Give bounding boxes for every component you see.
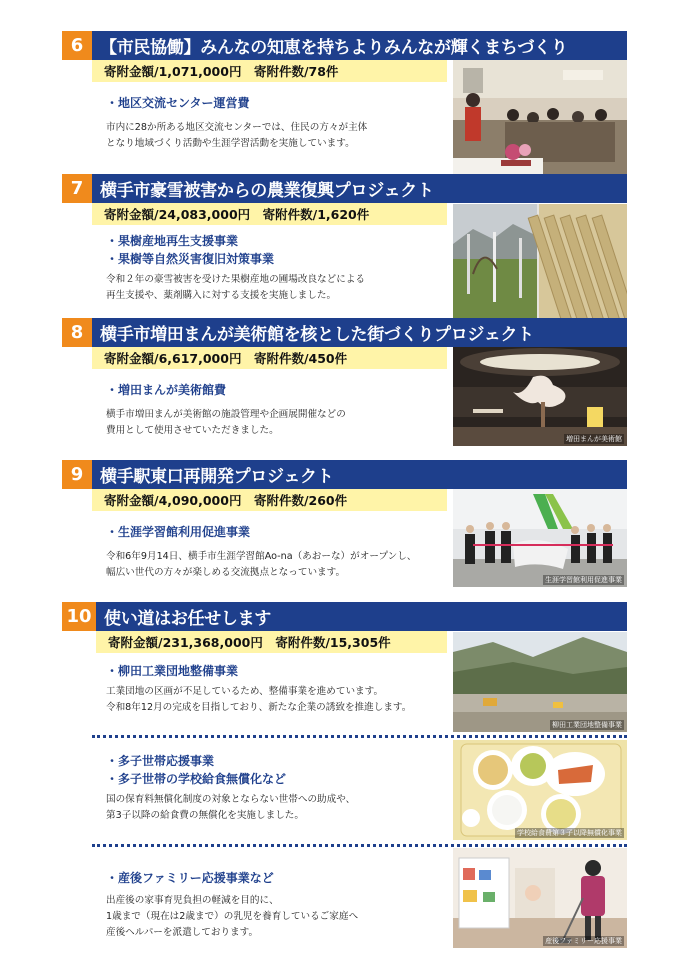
section-number: 10 (62, 602, 96, 631)
project-item (106, 523, 451, 581)
section-number: 7 (62, 174, 92, 203)
section-header (62, 31, 627, 60)
section-10 (62, 602, 627, 962)
photo-caption: 産後ファミリー応援事業 (545, 937, 622, 945)
photo-industrial-park (453, 632, 627, 732)
item-title: ・増田まんが美術館費 (106, 383, 227, 397)
desc-line: となり地域づくり活動や生涯学習活動を実施しています。 (106, 138, 355, 149)
dotted-divider (92, 844, 627, 847)
desc-line: 市内に28か所ある地区交流センターでは、住民の方々が主体 (106, 122, 368, 133)
community-center-photo-illustration (453, 60, 627, 189)
item-title: ・生涯学習館利用促進事業 (106, 525, 251, 539)
opening-ceremony-photo-illustration (453, 489, 627, 587)
desc-line: 令和8年12月の完成を目指しており、新たな企業の誘致を推進します。 (106, 702, 412, 713)
section-8 (62, 318, 627, 443)
section-header (62, 318, 627, 347)
desc-line: 産後ヘルパーを派遣しております。 (106, 927, 259, 938)
photo-caption: 柳田工業団地整備事業 (552, 721, 622, 729)
desc-line: 令和２年の豪雪被害を受けた果樹産地の圃場改良などによる (106, 274, 366, 285)
project-item (106, 381, 451, 439)
section-number: 8 (62, 318, 92, 347)
item-description (106, 792, 451, 824)
photo-caption: 生涯学習館利用促進事業 (545, 576, 622, 584)
donation-stats: 寄附金額/1,071,000円 寄附件数/78件 (92, 60, 447, 82)
item-title: ・産後ファミリー応援事業など (106, 871, 274, 885)
donation-stats: 寄附金額/6,617,000円 寄附件数/450件 (92, 347, 447, 369)
section-9 (62, 460, 627, 584)
project-item (106, 232, 451, 304)
photo-manga-museum (453, 347, 627, 446)
dotted-divider (92, 735, 627, 738)
donation-stats: 寄附金額/231,368,000円 寄附件数/15,305件 (96, 631, 447, 653)
project-item (106, 869, 451, 941)
item-description (106, 893, 451, 941)
section-6 (62, 31, 627, 149)
manga-museum-photo-illustration (453, 347, 627, 446)
item-description (106, 549, 451, 581)
photo-caption: 増田まんが美術館 (566, 435, 622, 443)
desc-line: 令和6年9月14日、横手市生涯学習館Ao-na（あおーな）がオープンし、 (106, 551, 417, 562)
photo-community-center (453, 60, 627, 189)
item-title: ・多子世帯の学校給食無償化など (106, 772, 287, 786)
home-helper-photo-illustration (453, 848, 627, 948)
orchard-photo-illustration (453, 204, 627, 333)
item-description (106, 120, 451, 152)
photo-lifelong-learning-hall (453, 489, 627, 587)
desc-line: 横手市増田まんが美術館の施設管理や企画展開催などの (106, 409, 346, 420)
section-header (62, 460, 627, 489)
item-description (106, 684, 451, 716)
section-title: 横手市豪雪被害からの農業復興プロジェクト (100, 181, 434, 201)
section-title: 横手駅東口再開発プロジェクト (100, 467, 334, 487)
item-title: ・地区交流センター運営費 (106, 96, 250, 110)
section-header (62, 602, 627, 631)
desc-line: 1歳まで（現在は2歳まで）の乳児を養育しているご家庭へ (106, 911, 359, 922)
donation-stats: 寄附金額/24,083,000円 寄附件数/1,620件 (92, 203, 447, 225)
photo-school-lunch (453, 740, 627, 840)
donation-stats: 寄附金額/4,090,000円 寄附件数/260件 (92, 489, 447, 511)
school-lunch-photo-illustration (453, 740, 627, 840)
item-title: ・多子世帯応援事業 (106, 754, 215, 768)
section-7 (62, 174, 627, 301)
desc-line: 幅広い世代の方々が楽しめる交流拠点となっています。 (106, 567, 346, 578)
section-title: 横手市増田まんが美術館を核とした街づくりプロジェクト (100, 325, 534, 345)
item-description (106, 407, 451, 439)
photo-caption: 学校給食費第３子以降無償化事業 (517, 829, 622, 837)
project-item (106, 662, 451, 716)
item-title: ・果樹等自然災害復旧対策事業 (106, 252, 275, 266)
project-item (106, 752, 451, 824)
section-header (62, 174, 627, 203)
desc-line: 工業団地の区画が不足しているため、整備事業を進めています。 (106, 686, 384, 697)
desc-line: 再生支援や、薬剤購入に対する支援を実施しました。 (106, 290, 337, 301)
item-description (106, 272, 451, 304)
section-title: 使い道はお任せします (104, 609, 271, 629)
desc-line: 国の保育料無償化制度の対象とならない世帯への助成や、 (106, 794, 356, 805)
item-title: ・果樹産地再生支援事業 (106, 234, 239, 248)
photo-orchard (453, 204, 627, 333)
industrial-park-photo-illustration (453, 632, 627, 732)
photo-postpartum-support (453, 848, 627, 948)
desc-line: 費用として使用させていただきました。 (106, 425, 279, 436)
desc-line: 第3子以降の給食費の無償化を実施しました。 (106, 810, 304, 821)
item-title: ・柳田工業団地整備事業 (106, 664, 239, 678)
section-number: 6 (62, 31, 92, 60)
project-item (106, 94, 451, 152)
desc-line: 出産後の家事育児負担の軽減を目的に、 (106, 895, 279, 906)
section-title: 【市民協働】みんなの知恵を持ちよりみんなが輝くまちづくり (100, 38, 568, 58)
section-number: 9 (62, 460, 92, 489)
